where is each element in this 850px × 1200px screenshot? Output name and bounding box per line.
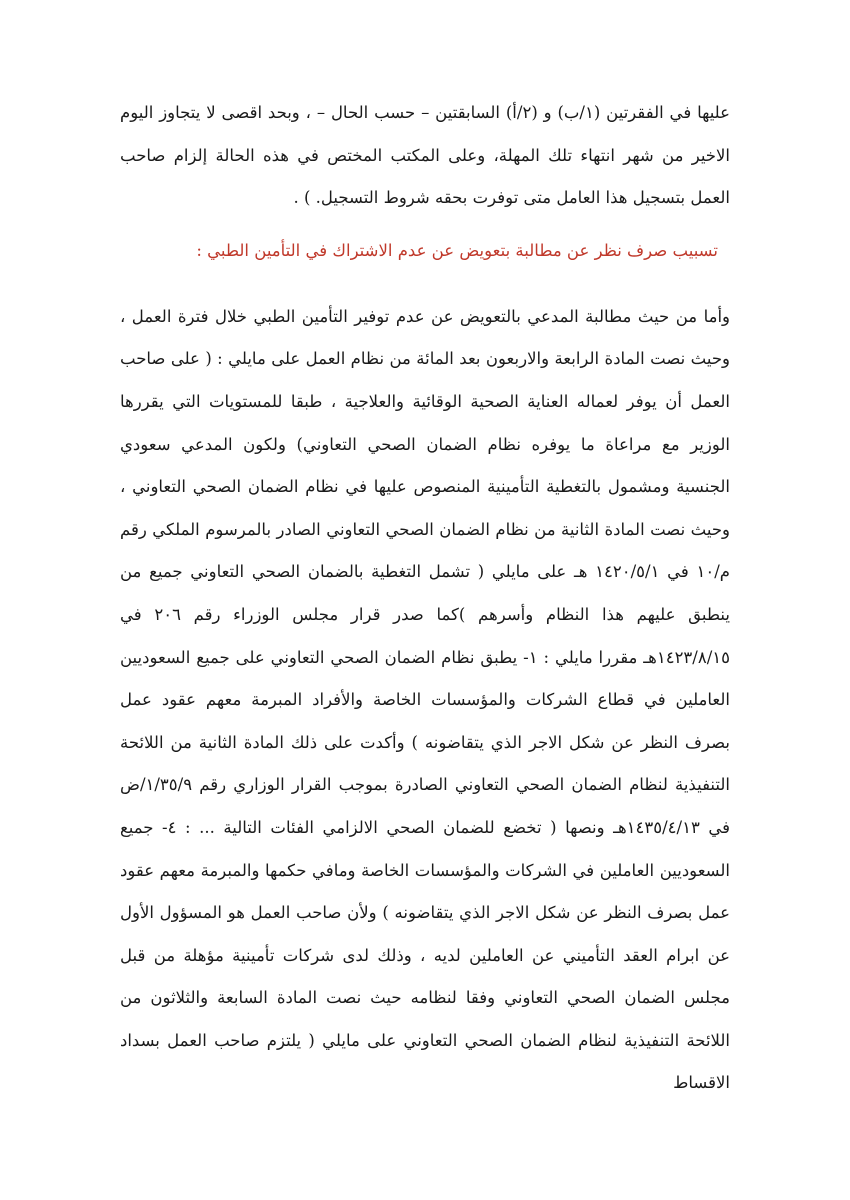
section-heading: تسبيب صرف نظر عن مطالبة بتعويض عن عدم الاشتراك في التأمين الطبي : [196,240,718,260]
section-spacer [120,282,730,296]
document-page [120,92,730,1170]
intro-paragraph: عليها في الفقرتين (١/ب) و (٢/أ) السابقتين – حسب الحال – ، وبحد اقصى لا يتجاوز اليوم الاخير من شهر انتهاء تلك المهلة، وعلى المكتب المختص في هذه الحالة إلزام صاحب العمل بتسجيل هذا العامل متى توفرت بحقه شروط التسجيل. ) . [120,103,730,208]
body-paragraph: وأما من حيث مطالبة المدعي بالتعويض عن عدم توفير التأمين الطبي خلال فترة العمل ، وحيث نصت المادة الرابعة والاربعون بعد المائة من نظام العمل على مايلي : ( على صاحب العمل أن يوفر لعماله العناية الصحية الوقائية والعلاجية ، طبقا للمستويات التي يقررها الوزير مع مراعاة ما يوفره نظام الضمان الصحي التعاوني) ولكون المدعي سعودي الجنسية ومشمول بالتغطية التأمينية المنصوص عليها في نظام الضمان الصحي التعاوني ، وحيث نصت المادة الثانية من نظام الضمان الصحي التعاوني الصادر بالمرسوم الملكي رقم م/١٠ في ١٤٢٠/٥/١ هـ على مايلي ( تشمل التغطية بالضمان الصحي التعاوني جميع من ينطبق عليهم هذا النظام وأسرهم )كما صدر قرار مجلس الوزراء رقم ٢٠٦ في ١٤٢٣/٨/١٥هـ مقررا مايلي : ١- يطبق نظام الضمان الصحي التعاوني على جميع السعوديين العاملين في قطاع الشركات والمؤسسات الخاصة والأفراد المبرمة معهم عقود عمل بصرف النظر عن شكل الاجر الذي يتقاضونه ) وأكدت على ذلك المادة الثانية من اللائحة التنفيذية لنظام الضمان الصحي التعاوني الصادرة بموجب القرار الوزاري رقم ١/٣٥/٩/ض في ١٤٣٥/٤/١٣هـ ونصها ( تخضع للضمان الصحي الالزامي الفئات التالية ... : ٤- جميع السعوديين العاملين في الشركات والمؤسسات الخاصة ومافي حكمها والمبرمة معهم عقود عمل بصرف النظر عن شكل الاجر الذي يتقاضونه ) ولأن صاحب العمل هو المسؤول الأول عن ابرام العقد التأميني عن العاملين لديه ، وذلك لدى شركات تأمينية مؤهلة من قبل مجلس الضمان الصحي التعاوني وفقا لنظامه حيث نصت المادة السابعة والثلاثون من اللائحة التنفيذية لنظام الضمان الصحي التعاوني على مايلي ( يلتزم صاحب العمل بسداد الاقساط [120,306,730,1093]
